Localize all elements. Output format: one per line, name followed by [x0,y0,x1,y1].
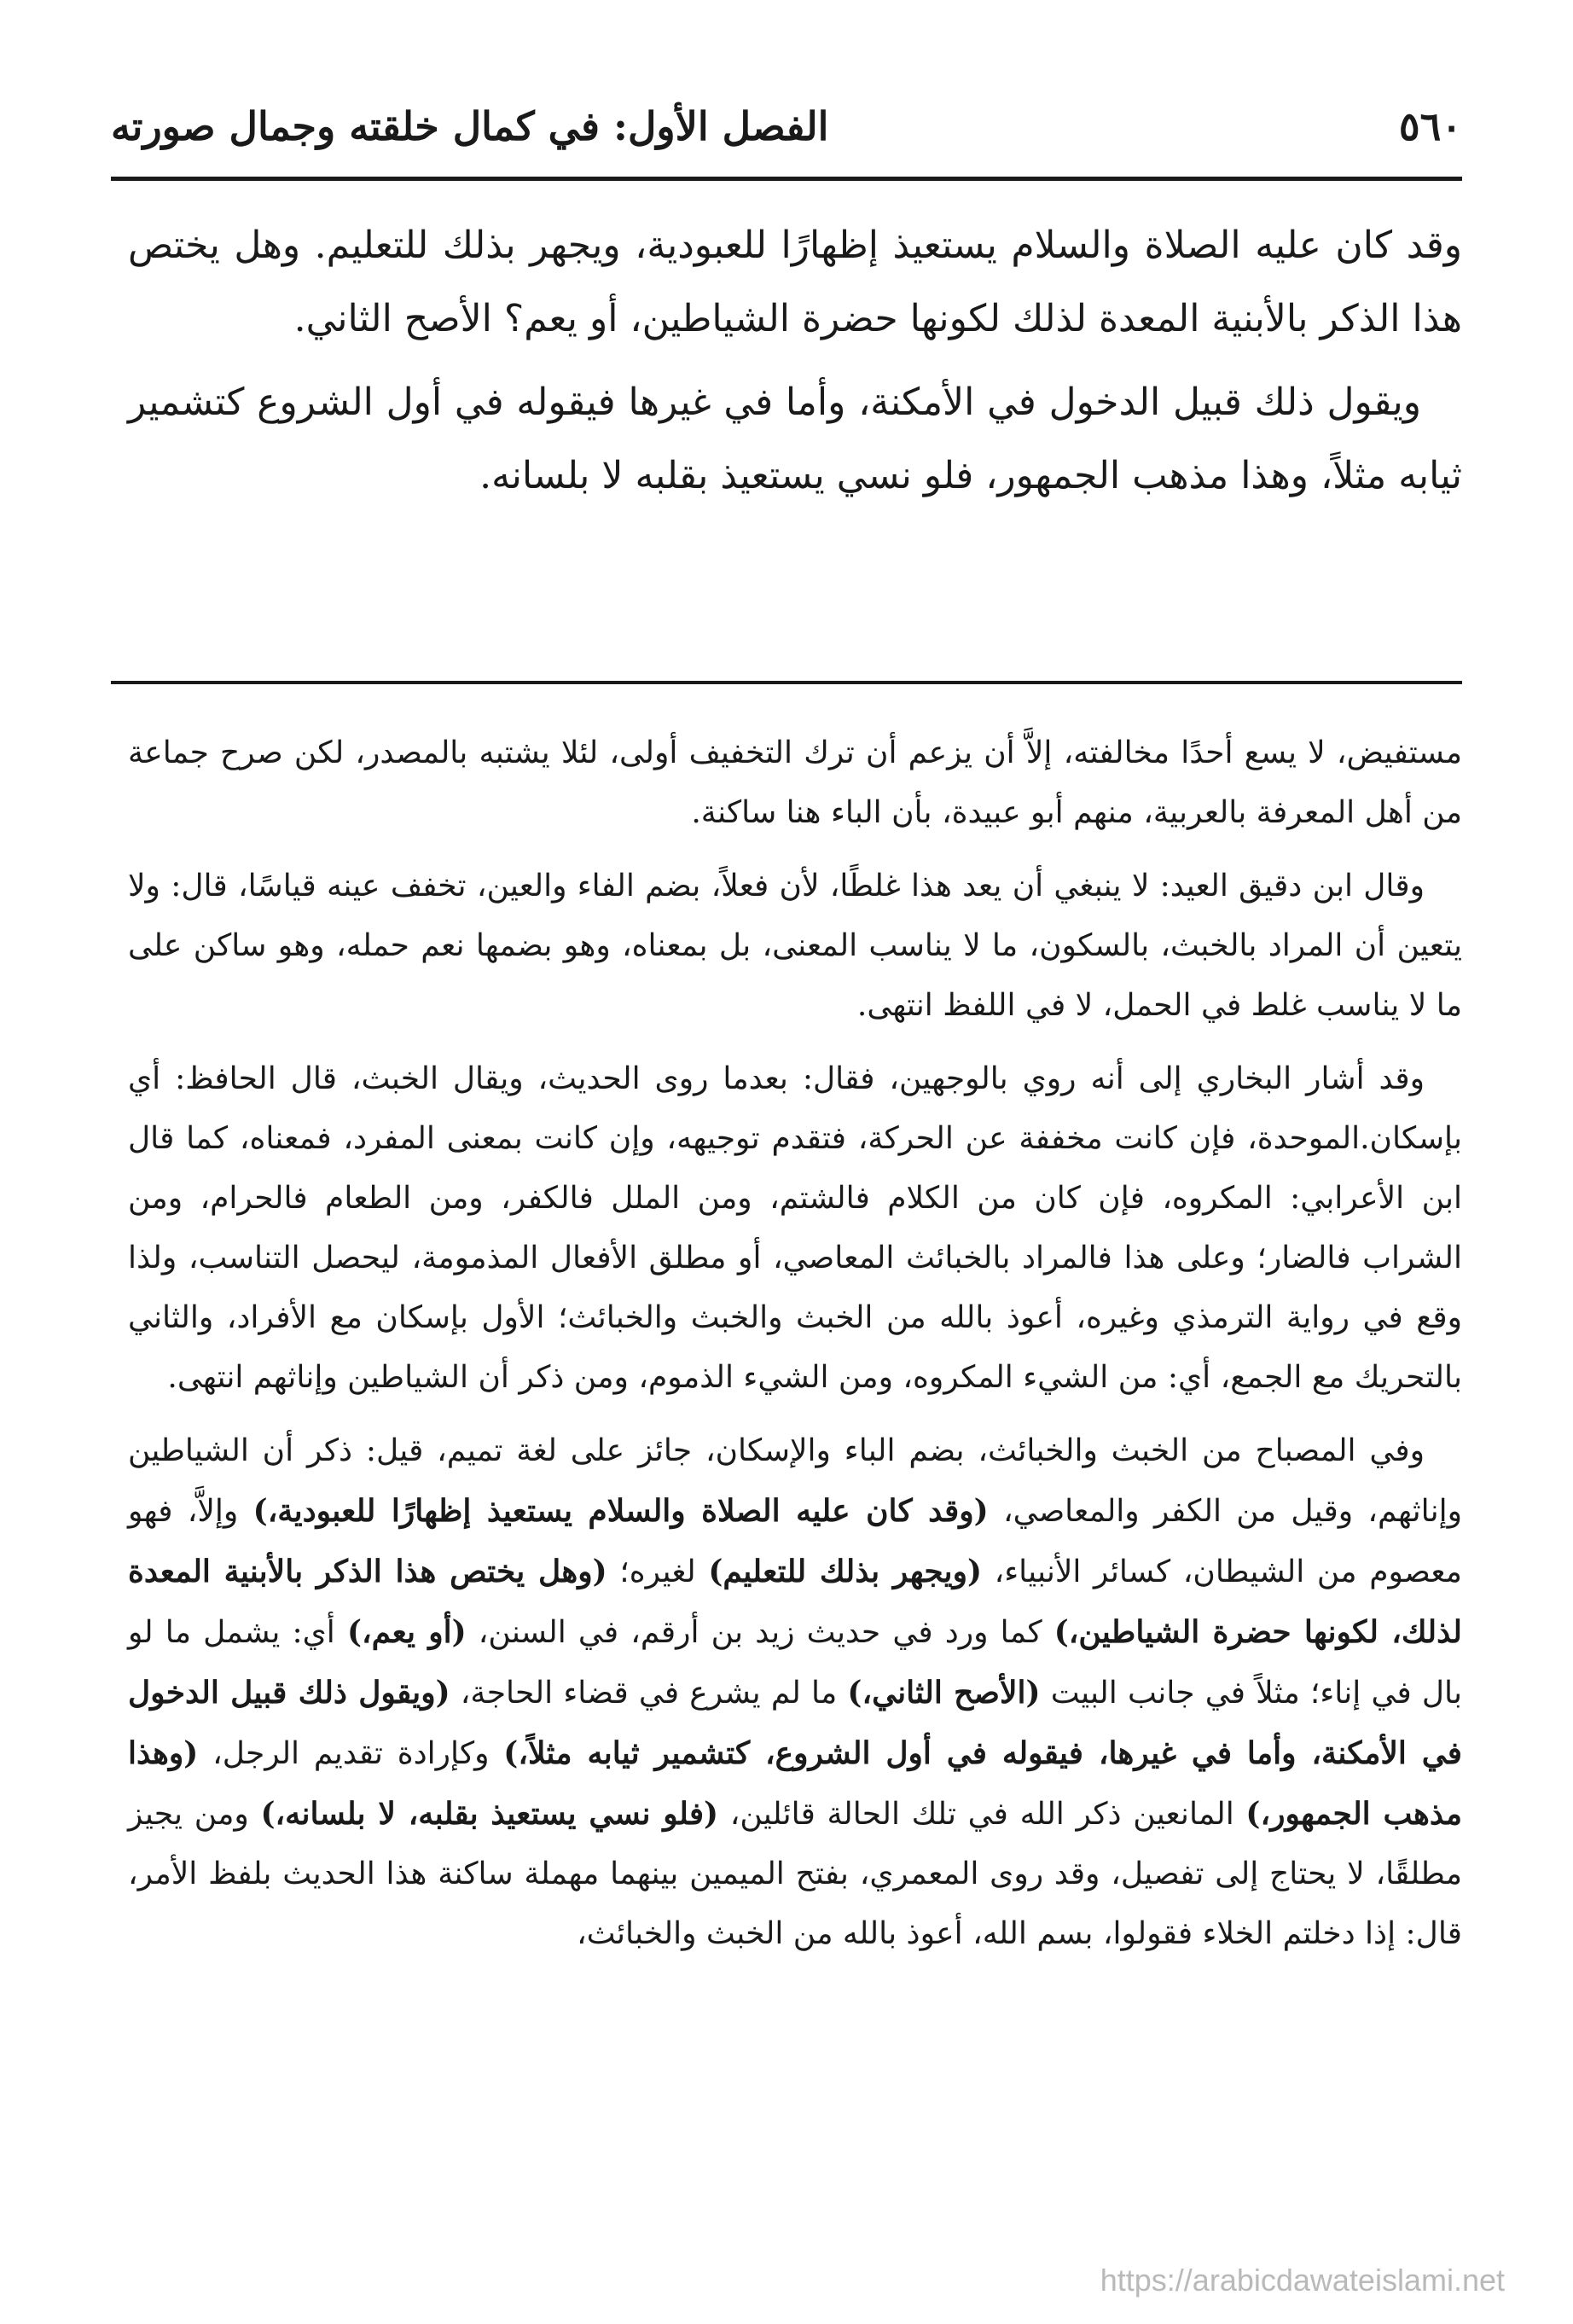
commentary-paragraph: وقال ابن دقيق العيد: لا ينبغي أن يعد هذا غلطًا، لأن فعلاً، بضم الفاء والعين، تخفف عينه قياسًا، قال: ولا يتعين أن المراد بالخبث، بالسكون، ما لا يناسب المعنى، بل بمعناه، وهو بضمها نعم حمله، وهو ساكن على ما لا يناسب غلط في الحمل، لا في اللفظ انتهى. [128,869,1462,1023]
quoted-main-text: (الأصح الثاني،) [847,1675,1041,1711]
header-rule [111,177,1462,181]
quoted-main-text: (أو يعم،) [346,1614,467,1650]
commentary-segment: المانعين ذكر الله في تلك الحالة قائلين، [718,1797,1246,1832]
commentary-text [128,723,1462,1978]
commentary-segment: كما ورد في حديث زيد بن أرقم، في السنن، [466,1615,1054,1650]
page-header [111,92,1462,160]
quoted-main-text: (وهل يختص هذا الذكر بالأبنية المعدة لذلك، لكونها حضرة الشياطين،) [128,1554,1462,1650]
commentary-paragraph: وقد أشار البخاري إلى أنه روي بالوجهين، فقال: بعدما روى الحديث، ويقال الخبث، قال الحافظ: أي بإسكان.الموحدة، فإن كانت مخففة عن الحركة، فتقدم توجيهه، وإن كانت بمعنى المفرد، فمعناه، كما قال ابن الأعرابي: المكروه، فإن كان من الكلام فالشتم، ومن الملل فالكفر، ومن الطعام فالحرام، ومن الشراب فالضار؛ وعلى هذا فالمراد بالخبائث المعاصي، أو مطلق الأفعال المذمومة، ليحصل التناسب، ولذا وقع في رواية الترمذي وغيره، أعوذ بالله من الخبث والخبث والخبائث؛ الأول بإسكان مع الأفراد، والثاني بالتحريك مع الجمع، أي: من الشيء المكروه، ومن الشيء الذموم، ومن ذكر أن الشياطين وإناثهم انتهى. [128,1061,1462,1395]
main-paragraph: ويقول ذلك قبيل الدخول في الأمكنة، وأما في غيرها فيقوله في أول الشروع كتشمير ثيابه مثلاً، وهذا مذهب الجمهور، فلو نسي يستعيذ بقلبه لا بلسانه. [128,381,1462,497]
commentary-segment: وكإرادة تقديم الرجل، [198,1736,504,1771]
section-divider [111,681,1462,684]
commentary-segment: أي: يشمل ما لو بال في إناء؛ مثلاً في جانب البيت [128,1615,1462,1711]
main-paragraph: وقد كان عليه الصلاة والسلام يستعيذ إظهارًا للعبودية، ويجهر بذلك للتعليم. وهل يختص هذا الذكر بالأبنية المعدة لذلك لكونها حضرة الشياطين، أو يعم؟ الأصح الثاني. [128,224,1462,340]
quoted-main-text: (وقد كان عليه الصلاة والسلام يستعيذ إظهارًا للعبودية،) [252,1493,989,1529]
commentary-segment: وفي المصباح من الخبث والخبائث، بضم الباء والإسكان، جائز على لغة تميم، قيل: ذكر أن الشياطين وإناثهم، وقيل من الكفر والمعاصي، [128,1433,1462,1529]
quoted-main-text: (ويقول ذلك قبيل الدخول في الأمكنة، وأما في غيرها، فيقوله في أول الشروع، كتشمير ثيابه مثلاً،) [128,1675,1462,1771]
chapter-title: الفصل الأول: في كمال خلقته وجمال صورته [111,103,829,149]
commentary-segment: ومن يجيز مطلقًا، لا يحتاج إلى تفصيل، وقد روى المعمري، بفتح الميمين بينهما مهملة ساكنة هذا الحديث بلفظ الأمر، قال: إذا دخلتم الخلاء فقولوا، بسم الله، أعوذ بالله من الخبث والخبائث، [128,1797,1462,1951]
commentary-segment: ما لم يشرع في قضاء الحاجة، [450,1676,848,1711]
quoted-main-text: (فلو نسي يستعيذ بقلبه، لا بلسانه،) [260,1796,719,1832]
commentary-segment: وإلاَّ، فهو معصوم من الشيطان، كسائر الأنبياء، [128,1494,1462,1589]
commentary-paragraph: مستفيض، لا يسع أحدًا مخالفته، إلاَّ أن يزعم أن ترك التخفيف أولى، لئلا يشتبه بالمصدر، لكن صرح جماعة من أهل المعرفة بالعربية، منهم أبو عبيدة، بأن الباء هنا ساكنة. [128,735,1462,830]
quoted-main-text: (ويجهر بذلك للتعليم) [708,1554,982,1589]
quoted-main-text: (وهذا مذهب الجمهور،) [128,1735,1462,1832]
page-number: ٥٦٠ [1398,103,1462,149]
commentary-segment: لغيره؛ [607,1554,709,1589]
website-watermark: https://arabicdawateislami.net [1100,2263,1505,2298]
main-text [128,209,1462,523]
commentary-paragraph-mixed [128,1421,1462,1964]
